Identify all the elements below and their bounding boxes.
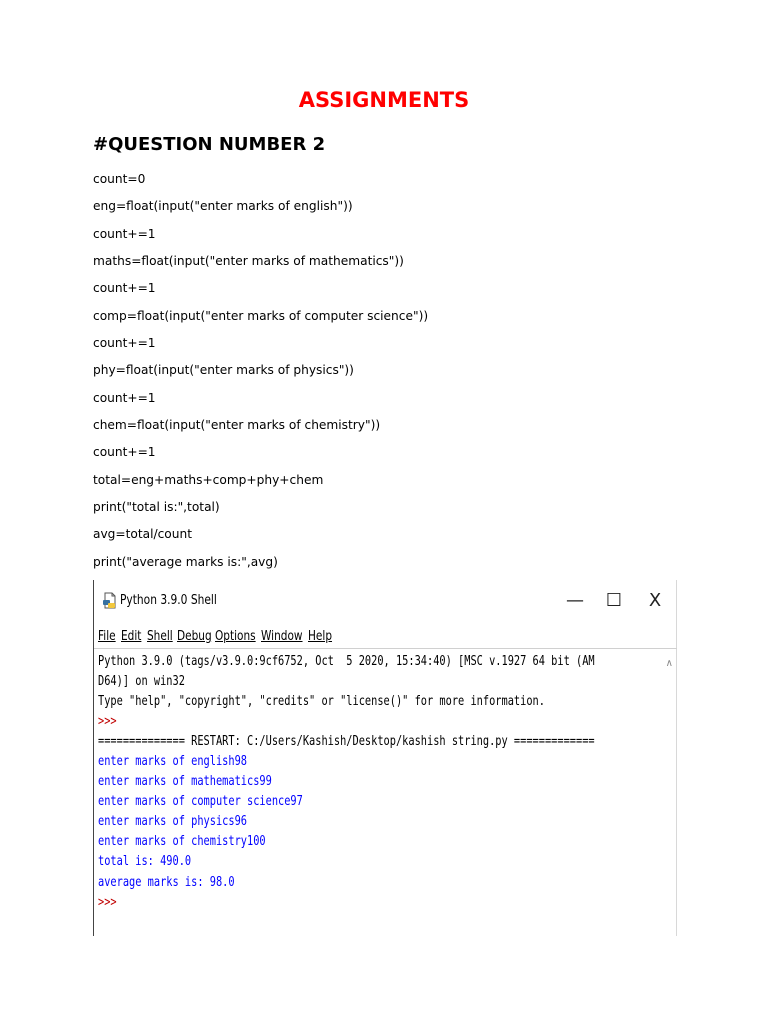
menu-debug[interactable]: Debug (177, 628, 212, 644)
restart-line: ============== RESTART: C:/Users/Kashish/Desktop/kashish string.py ============= (98, 734, 595, 749)
menu-window[interactable]: Window (261, 628, 303, 644)
code-line: avg=total/count (93, 527, 192, 542)
code-line: comp=float(input("enter marks of computer science")) (93, 308, 429, 323)
menu-bar (94, 626, 677, 648)
minimize-button[interactable]: — (566, 590, 584, 611)
code-line: phy=float(input("enter marks of physics")) (93, 363, 354, 378)
code-line: print("average marks is:",avg) (93, 554, 278, 569)
code-line: eng=float(input("enter marks of english")) (93, 199, 353, 214)
menu-edit[interactable]: Edit (121, 628, 142, 644)
code-line: count+=1 (93, 226, 156, 241)
output-line: enter marks of english98 (98, 754, 247, 769)
banner-line: D64)] on win32 (98, 674, 185, 689)
prompt: >>> (98, 714, 117, 729)
document-title: ASSIGNMENTS (298, 88, 470, 112)
code-line: maths=float(input("enter marks of mathematics")) (93, 254, 404, 269)
code-line: count+=1 (93, 445, 156, 460)
question-heading: #QUESTION NUMBER 2 (93, 134, 326, 155)
code-line: count+=1 (93, 281, 156, 296)
banner-line: Type "help", "copyright", "credits" or "license()" for more information. (98, 694, 545, 709)
code-line: count+=1 (93, 390, 156, 405)
shell-console[interactable] (94, 648, 677, 936)
menu-options[interactable]: Options (215, 628, 256, 644)
python-shell-screenshot (93, 580, 677, 936)
output-line: total is: 490.0 (98, 854, 192, 869)
code-line: count=0 (93, 172, 146, 186)
prompt: >>> (98, 895, 117, 910)
code-line: count+=1 (93, 336, 156, 351)
banner-line: Python 3.9.0 (tags/v3.9.0:9cf6752, Oct 5 2020, 15:34:40) [MSC v.1927 64 bit (AM (98, 654, 595, 669)
output-line: enter marks of physics96 (98, 814, 247, 829)
python-file-icon (102, 592, 118, 610)
menu-file[interactable]: File (98, 628, 116, 644)
close-button[interactable]: X (648, 590, 662, 611)
scroll-up-arrow-icon[interactable]: ∧ (665, 658, 673, 669)
output-line: average marks is: 98.0 (98, 875, 235, 890)
output-line: enter marks of mathematics99 (98, 774, 272, 789)
output-line: enter marks of chemistry100 (98, 834, 266, 849)
window-title: Python 3.9.0 Shell (120, 593, 217, 608)
window-titlebar (94, 580, 677, 622)
output-line: enter marks of computer science97 (98, 794, 303, 809)
code-line: print("total is:",total) (93, 500, 220, 515)
code-line: total=eng+maths+comp+phy+chem (93, 472, 324, 487)
code-line: chem=float(input("enter marks of chemistry")) (93, 418, 381, 433)
maximize-button[interactable]: ☐ (605, 590, 623, 611)
menu-help[interactable]: Help (308, 628, 333, 644)
code-listing (93, 170, 428, 580)
menu-shell[interactable]: Shell (147, 628, 173, 644)
